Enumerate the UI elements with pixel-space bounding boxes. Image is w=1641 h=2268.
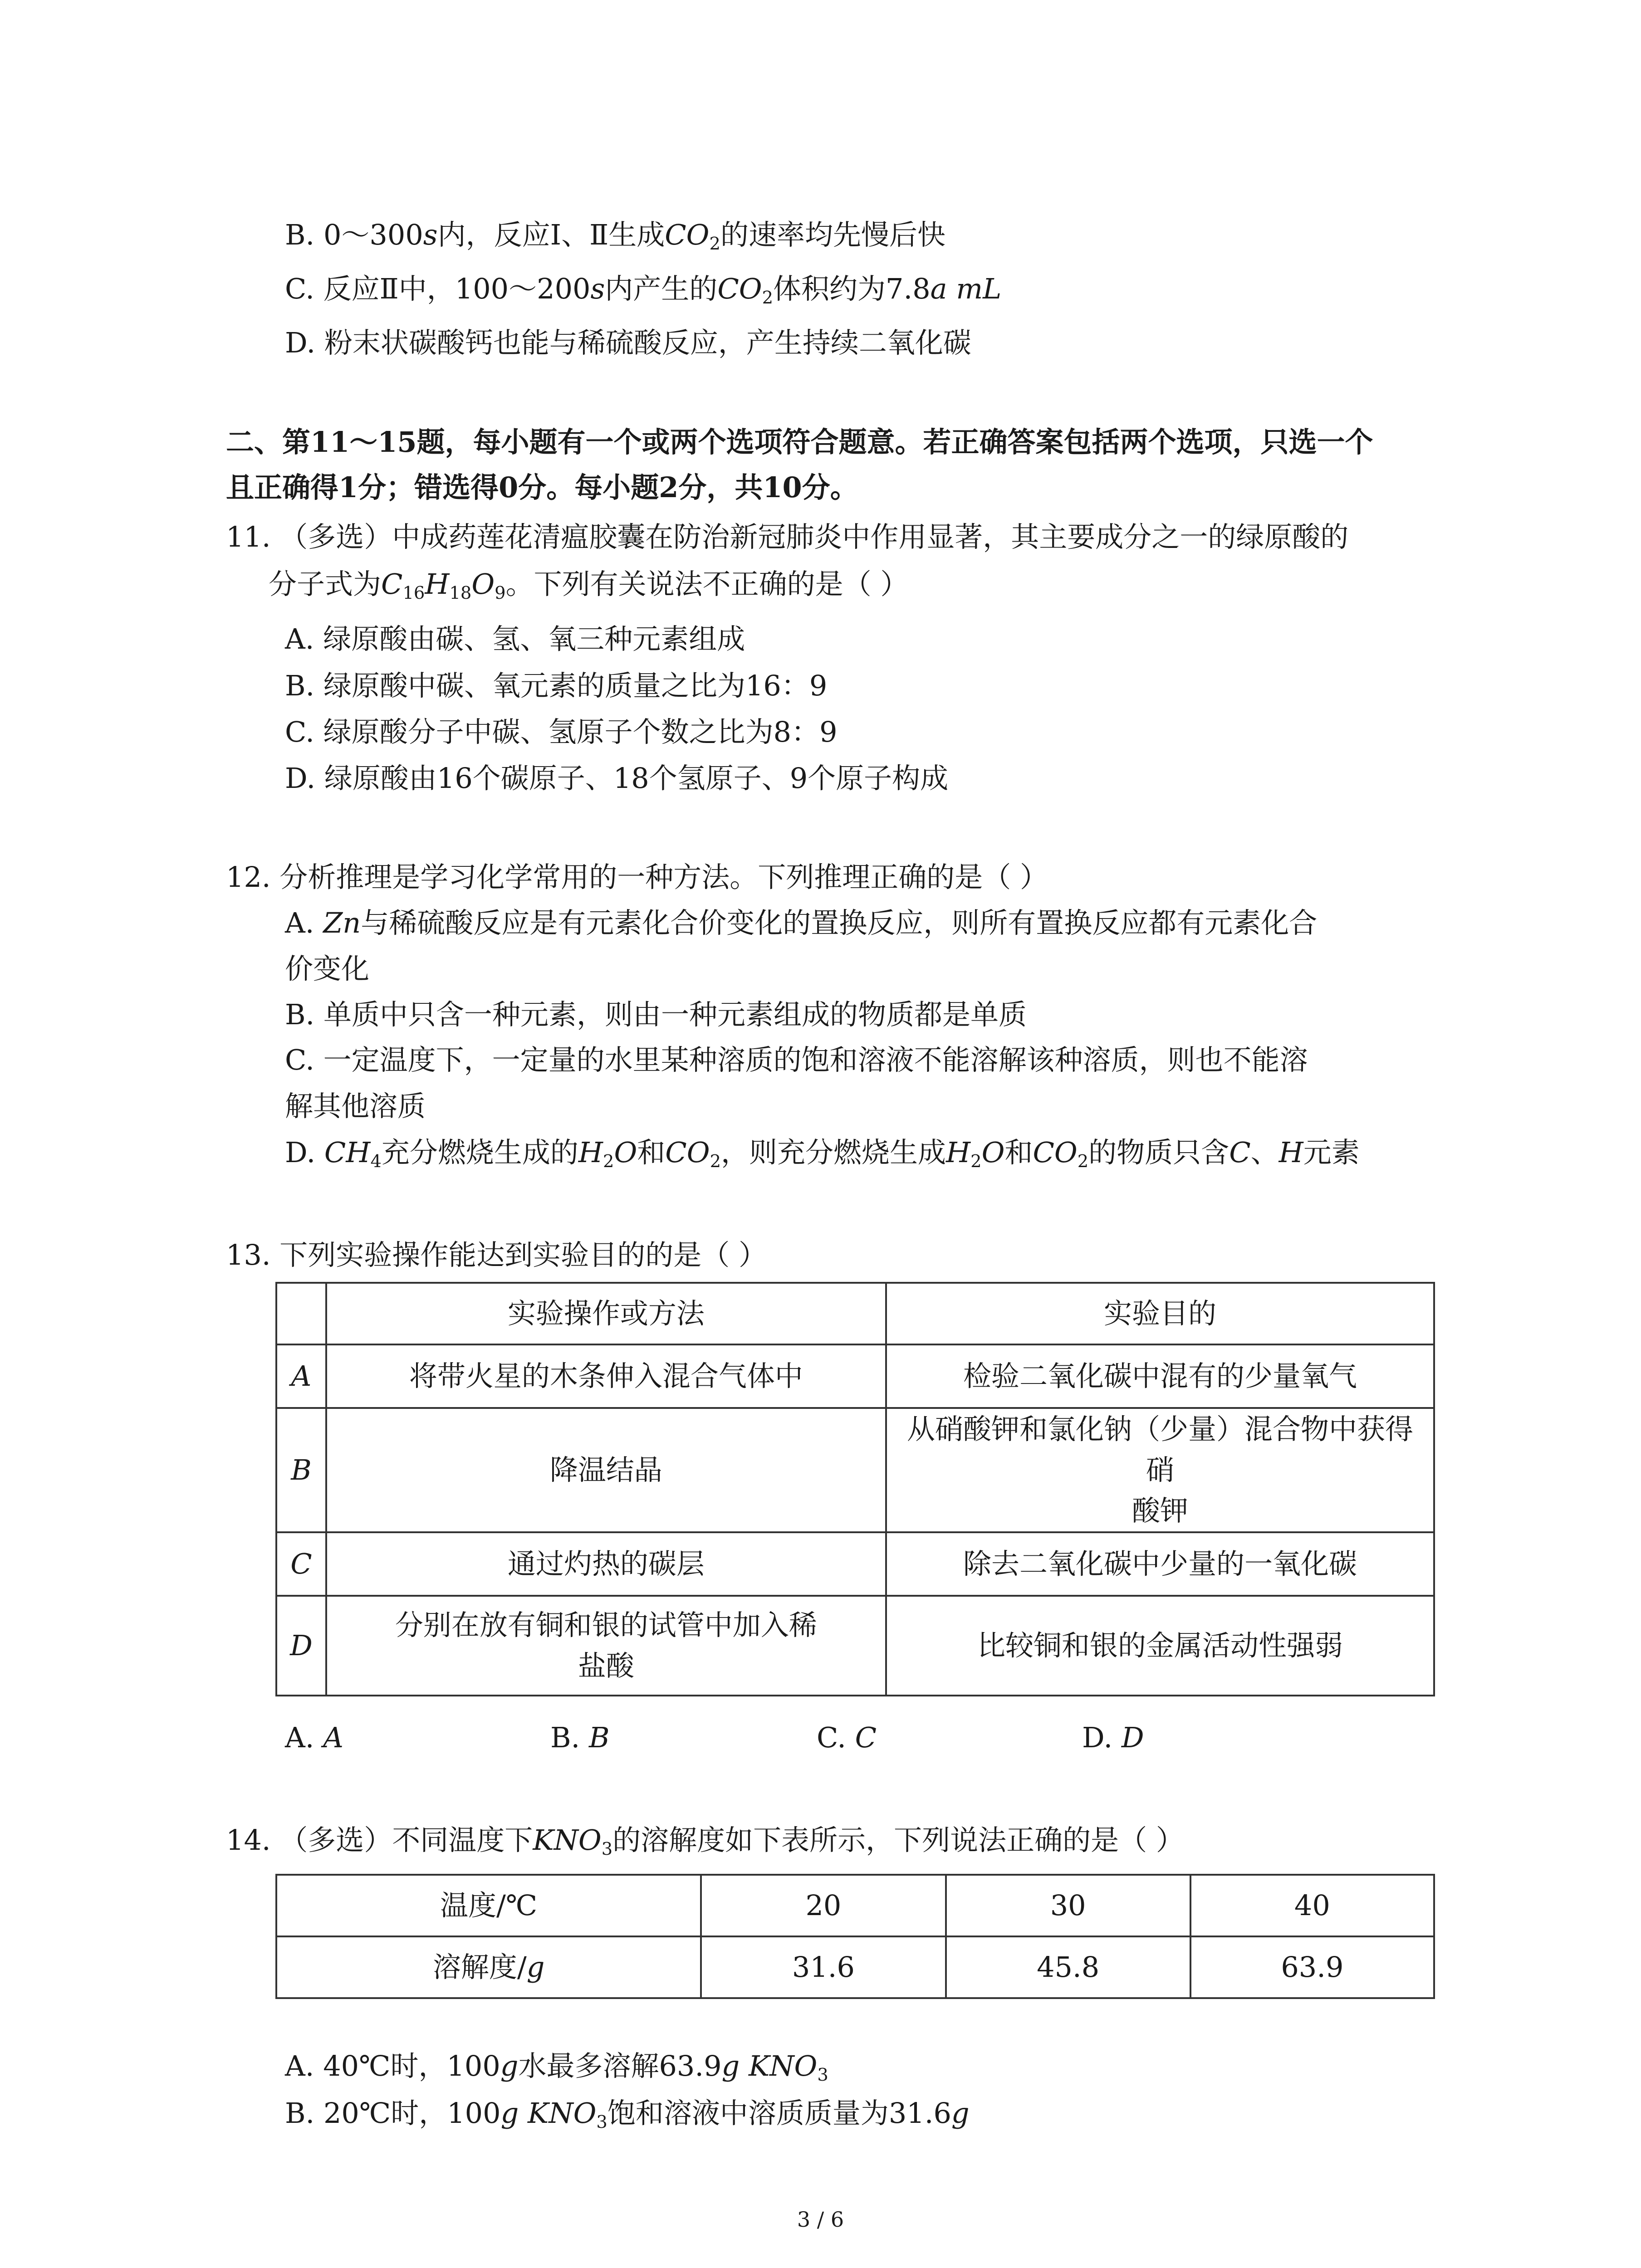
row-label: A xyxy=(276,1344,326,1408)
row-label: D xyxy=(276,1596,326,1696)
table-header-cell: 实验操作或方法 xyxy=(326,1283,886,1344)
q12-option-c-cont: 解其他溶质 xyxy=(285,1090,426,1123)
q12-option-a: A. Zn与稀硫酸反应是有元素化合价变化的置换反应，则所有置换反应都有元素化合 xyxy=(285,906,1318,939)
table-cell: 20 xyxy=(701,1875,945,1936)
table-cell: 45.8 xyxy=(946,1936,1190,1998)
q13-stem: 13. 下列实验操作能达到实验目的的是（ ） xyxy=(226,1238,767,1271)
q11-stem-line-2: 分子式为$C_{16}H_{18}O_9$。下列有关说法不正确的是（ ） xyxy=(269,567,909,603)
q10-option-d: D. 粉末状碳酸钙也能与稀硫酸反应，产生持续二氧化碳 xyxy=(285,326,971,359)
table-cell: 63.9 xyxy=(1190,1936,1434,1998)
q11-stem-line-1: 11. （多选）中成药莲花清瘟胶囊在防治新冠肺炎中作用显著，其主要成分之一的绿原酸的 xyxy=(226,520,1349,553)
q11-option-a: A. 绿原酸由碳、氢、氧三种元素组成 xyxy=(285,622,745,655)
row-label: B xyxy=(276,1408,326,1532)
q13-option-c: C. C xyxy=(817,1721,877,1754)
table-cell: 降温结晶 xyxy=(326,1408,886,1532)
q12-option-a-cont: 价变化 xyxy=(285,952,370,985)
table-row xyxy=(276,1875,1434,1936)
table-cell: 分别在放有铜和银的试管中加入稀 盐酸 xyxy=(326,1596,886,1696)
table-cell: 从硝酸钾和氯化钠（少量）混合物中获得硝 酸钾 xyxy=(886,1408,1434,1532)
q14-stem: 14. （多选）不同温度下$KNO_3$的溶解度如下表所示，下列说法正确的是（ ） xyxy=(226,1823,1184,1859)
row-label: C xyxy=(276,1532,326,1596)
table-cell: 将带火星的木条伸入混合气体中 xyxy=(326,1344,886,1408)
table-cell: 除去二氧化碳中少量的一氧化碳 xyxy=(886,1532,1434,1596)
table-cell: 30 xyxy=(946,1875,1190,1936)
table-header-cell xyxy=(276,1283,326,1344)
section-heading-line-1: 二、第11～15题，每小题有一个或两个选项符合题意。若正确答案包括两个选项，只选一个 xyxy=(226,425,1373,459)
table-cell: 检验二氧化碳中混有的少量氧气 xyxy=(886,1344,1434,1408)
q14-solubility-table xyxy=(275,1874,1435,1999)
q11-option-c: C. 绿原酸分子中碳、氢原子个数之比为8：9 xyxy=(285,715,838,748)
table-cell: 40 xyxy=(1190,1875,1434,1936)
q10-option-b: B. 0～300s内，反应Ⅰ、Ⅱ生成$CO_2$的速率均先慢后快 xyxy=(285,218,945,254)
q12-option-c: C. 一定温度下，一定量的水里某种溶质的饱和溶液不能溶解该种溶质，则也不能溶 xyxy=(285,1043,1308,1076)
q13-option-d: D. D xyxy=(1082,1721,1144,1754)
q12-stem: 12. 分析推理是学习化学常用的一种方法。下列推理正确的是（ ） xyxy=(226,860,1048,894)
q13-option-a: A. A xyxy=(285,1721,343,1754)
q13-option-b: B. B xyxy=(550,1721,610,1754)
q14-option-a: A. 40℃时，100g水最多溶解63.9g $KNO_3$ xyxy=(285,2049,828,2085)
page-number: 3 / 6 xyxy=(797,2207,844,2232)
table-row xyxy=(276,1936,1434,1998)
table-cell: 通过灼热的碳层 xyxy=(326,1532,886,1596)
q12-option-b: B. 单质中只含一种元素，则由一种元素组成的物质都是单质 xyxy=(285,998,1027,1031)
table-row xyxy=(276,1408,1434,1532)
table-header-row xyxy=(276,1283,1434,1344)
table-row xyxy=(276,1532,1434,1596)
table-header-cell: 实验目的 xyxy=(886,1283,1434,1344)
table-cell: 温度/℃ xyxy=(276,1875,701,1936)
q11-option-b: B. 绿原酸中碳、氧元素的质量之比为16：9 xyxy=(285,669,828,702)
q14-option-b: B. 20℃时，100g $KNO_3$饱和溶液中溶质质量为31.6g xyxy=(285,2097,970,2132)
section-heading-line-2: 且正确得1分；错选得0分。每小题2分，共10分。 xyxy=(226,471,858,504)
q11-option-d: D. 绿原酸由16个碳原子、18个氢原子、9个原子构成 xyxy=(285,762,949,795)
q13-table xyxy=(275,1282,1435,1696)
table-cell: 比较铜和银的金属活动性强弱 xyxy=(886,1596,1434,1696)
q10-option-c: C. 反应Ⅱ中，100～200s内产生的$CO_2$体积约为7.8a mL xyxy=(285,272,1002,308)
q12-option-d: D. $CH_4$充分燃烧生成的$H_2O$和$CO_2$，则充分燃烧生成$H_2O$和$CO_2$的物质只含C、H元素 xyxy=(285,1136,1360,1172)
table-cell: 31.6 xyxy=(701,1936,945,1998)
table-cell: 溶解度/g xyxy=(276,1936,701,1998)
table-row xyxy=(276,1596,1434,1696)
table-row xyxy=(276,1344,1434,1408)
